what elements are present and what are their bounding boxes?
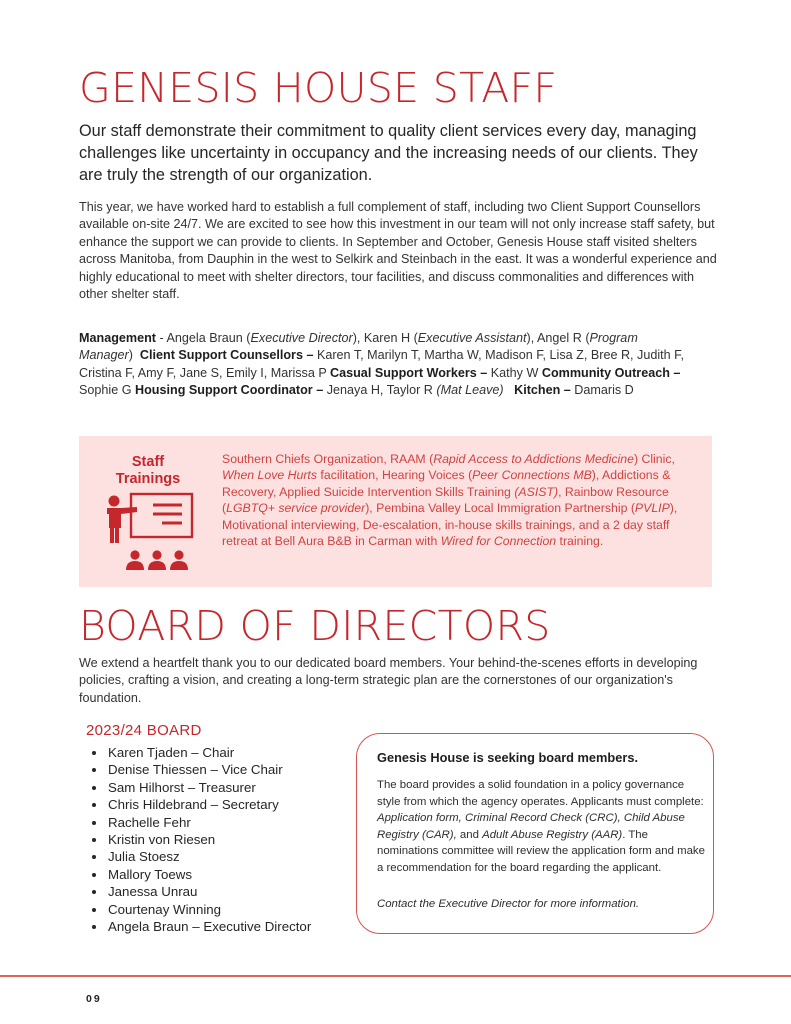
staff-body-paragraph: This year, we have worked hard to establish a full complement of staff, including two Client Support Counsellors available on-site 24/7. We are excited to see how this investment in our team will not only increase staff safety, but enhance the support we can provide to clients. In September and October, Genesis House staff visited shelters across Manitoba, from Dauphin in the west to Selkirk and Steinbach in the east. It was a wonderful experience and highly educational to meet with shelter directors, tour facilities, and discuss commonalities and differences with other shelter staff. xyxy=(79,200,717,302)
board-member-item: Denise Thiessen – Vice Chair xyxy=(90,761,311,778)
training-text: training. xyxy=(556,534,604,549)
roster-names: Kathy W xyxy=(487,365,542,380)
trainings-list-text xyxy=(222,451,692,549)
training-text: Southern Chiefs Organization, RAAM ( xyxy=(222,452,434,466)
roster-text: ), Angel R ( xyxy=(526,331,590,345)
roster-note: (Mat Leave) xyxy=(436,383,504,398)
required-documents: Adult Abuse Registry (AAR) xyxy=(482,828,623,841)
presentation-training-icon xyxy=(103,491,199,573)
seeking-body xyxy=(377,777,707,877)
seeking-body-text: and xyxy=(456,828,483,841)
staff-section-title: GENESIS HOUSE STAFF xyxy=(79,64,558,112)
training-text: ), Addictions & Recovery, Applied Suicide Intervention Skills Training xyxy=(222,468,674,499)
role-label-housing-support-coordinator: Housing Support Coordinator – xyxy=(135,383,324,398)
seeking-contact-note: Contact the Executive Director for more information. xyxy=(377,898,640,910)
required-documents: Application form, Criminal Record Check (CRC), Child Abuse Registry (CAR), xyxy=(377,812,685,841)
roster-text xyxy=(504,383,515,397)
roster-text: ) xyxy=(128,348,140,363)
seeking-body-text: The board provides a solid foundation in a policy governance style from which the agency operates. Applicants must complete: xyxy=(377,779,704,808)
board-member-item: Kristin von Riesen xyxy=(90,831,311,848)
board-member-item: Janessa Unrau xyxy=(90,883,311,900)
roster-names: Damaris D xyxy=(570,383,634,398)
trainings-heading-line: Trainings xyxy=(115,471,181,487)
board-section-title: BOARD OF DIRECTORS xyxy=(79,602,551,650)
role-title: Executive Director xyxy=(250,331,353,345)
role-title: Executive Assistant xyxy=(417,331,527,345)
board-member-item: Mallory Toews xyxy=(90,866,311,883)
board-year-subtitle: 2023/24 BOARD xyxy=(86,722,202,739)
roster-text: Angela Braun ( xyxy=(166,331,251,345)
page-number: 09 xyxy=(86,993,102,1005)
board-lead-paragraph: We extend a heartfelt thank you to our dedicated board members. Your behind-the-scenes efforts in developing policies, crafting a vision, and creating a long-term strategic plan are the cornerstones of our organization's foundation. xyxy=(79,656,698,705)
trainings-heading xyxy=(103,454,193,488)
seeking-board-members-callout xyxy=(356,733,714,934)
staff-lead-paragraph: Our staff demonstrate their commitment to quality client services every day, managing challenges like uncertainty in occupancy and the increasing needs of our clients. They are truly the strength of our organization. xyxy=(79,122,698,184)
board-member-item: Rachelle Fehr xyxy=(90,814,311,831)
training-name-italic: (ASIST) xyxy=(514,484,559,499)
role-label-client-support-counsellors: Client Support Counsellors – xyxy=(139,348,314,363)
role-label-casual-support-workers: Casual Support Workers – xyxy=(330,365,488,380)
training-name-italic: Wired for Connection xyxy=(440,534,557,549)
training-name-italic: Peer Connections MB xyxy=(472,468,592,483)
training-text: ) Clinic, xyxy=(633,452,682,466)
seeking-title: Genesis House is seeking board members. xyxy=(377,750,639,765)
training-name-italic: LGBTQ+ service provider xyxy=(226,501,366,516)
training-name-italic: PVLIP xyxy=(634,501,670,516)
staff-roster xyxy=(79,330,719,400)
training-name-italic: Rapid Access to Addictions Medicine xyxy=(433,452,634,466)
training-text: facilitation, Hearing Voices ( xyxy=(317,468,473,483)
board-member-item: Sam Hilhorst – Treasurer xyxy=(90,779,311,796)
board-member-item: Chris Hildebrand – Secretary xyxy=(90,796,311,813)
board-member-item: Courtenay Winning xyxy=(90,901,311,918)
board-member-item: Karen Tjaden – Chair xyxy=(90,744,311,761)
staff-trainings-callout xyxy=(79,436,712,587)
roster-names: Sophie G xyxy=(79,383,136,398)
board-members-list xyxy=(90,744,311,935)
training-text: , Rainbow Resource ( xyxy=(222,484,673,516)
training-text: ), Motivational interviewing, De-escalation, in-house skills trainings, and a 2 day staff retreat at Bell Aura B&B in Carman with xyxy=(222,501,681,549)
seeking-body-text: . The nominations committee will review the application form and make a recommendation for the board regarding the applicant. xyxy=(377,828,705,874)
trainings-heading-line: Staff xyxy=(131,454,165,470)
role-label-community-outreach: Community Outreach – xyxy=(541,365,681,380)
board-member-item: Angela Braun – Executive Director xyxy=(90,918,311,935)
roster-names: Jenaya H, Taylor R xyxy=(323,383,437,398)
training-name-italic: When Love Hurts xyxy=(222,468,318,483)
footer-divider xyxy=(0,975,791,977)
training-text: ), Pembina Valley Local Immigration Partnership ( xyxy=(365,501,635,516)
roster-text: - xyxy=(155,331,167,345)
board-member-item: Julia Stoesz xyxy=(90,848,311,865)
role-label-kitchen: Kitchen – xyxy=(514,383,571,398)
roster-names: Karen T, Marilyn T, Martha W, Madison F, Lisa Z, Bree R, Judith F, Cristina F, Amy F, Jane S, Emily I, Marissa P xyxy=(79,348,684,380)
role-title: Program Manager xyxy=(79,331,638,363)
roster-text: ), Karen H ( xyxy=(352,331,418,345)
role-label-management: Management xyxy=(79,331,156,345)
